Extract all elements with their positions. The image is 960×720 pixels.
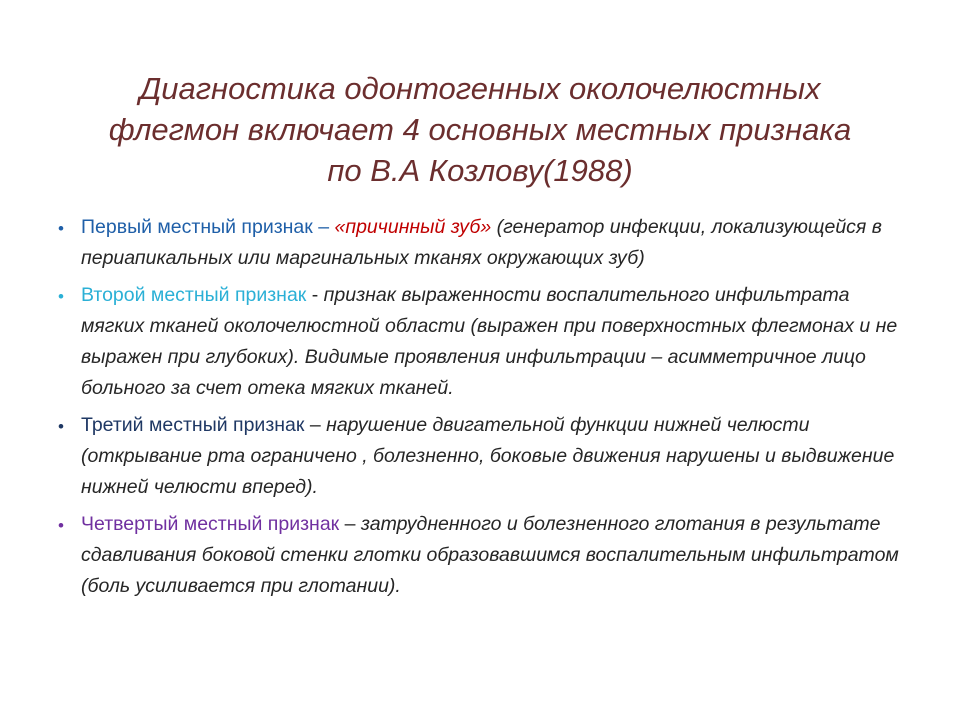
item-label: Четвертый местный признак bbox=[81, 513, 340, 535]
title-line-3: по В.А Козлову(1988) bbox=[327, 153, 633, 188]
item-description: затрудненного и болезненного глотания в результате сдавливания боковой стенки глотки образовавшимся воспалительным инфильтратом (боль усиливается при глотании). bbox=[81, 513, 899, 597]
title-line-1: Диагностика одонтогенных околочелюстных bbox=[139, 71, 821, 106]
item-label: Третий местный признак bbox=[81, 414, 305, 436]
item-separator: – bbox=[304, 414, 327, 436]
item-highlight: «причинный зуб» bbox=[334, 216, 492, 238]
item-separator: - bbox=[306, 284, 324, 306]
bullet-list bbox=[58, 212, 908, 608]
bullet-item-3 bbox=[58, 410, 908, 503]
slide-title bbox=[60, 68, 900, 191]
item-separator: – bbox=[312, 216, 335, 238]
bullet-item-4 bbox=[58, 509, 908, 602]
item-label: Второй местный признак bbox=[81, 284, 307, 306]
item-description: признак выраженности воспалительного инфильтрата мягких тканей околочелюстной области (выражен при поверхностных флегмонах и не выражен при глубоких). Видимые проявления инфильтрации – асимметричное лицо больного за счет отека мягких тканей. bbox=[81, 284, 898, 399]
bullet-dot-icon: • bbox=[58, 417, 64, 436]
bullet-dot-icon: • bbox=[58, 219, 64, 238]
bullet-item-2 bbox=[58, 280, 908, 404]
item-description: нарушение двигательной функции нижней челюсти (открывание рта ограничено , болезненно, боковые движения нарушены и выдвижение нижней челюсти вперед). bbox=[81, 414, 895, 498]
bullet-dot-icon: • bbox=[58, 287, 64, 306]
bullet-dot-icon: • bbox=[58, 516, 64, 535]
bullet-item-1 bbox=[58, 212, 908, 274]
item-separator: – bbox=[339, 513, 361, 535]
item-label: Первый местный признак bbox=[81, 216, 313, 238]
item-description: (генератор инфекции, локализующейся в периапикальных или маргинальных тканях окружающих зуб) bbox=[81, 216, 882, 269]
title-line-2: флегмон включает 4 основных местных признака bbox=[108, 112, 852, 147]
